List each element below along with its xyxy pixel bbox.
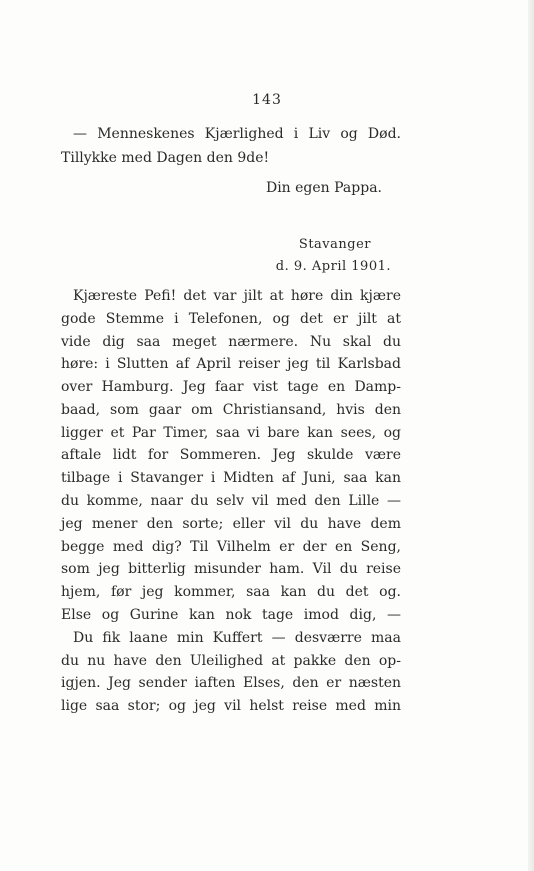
text-line: Du fik laane min Kuffert — desværre maa <box>73 630 401 646</box>
text-line: gode Stemme i Telefonen, og det er jilt at <box>61 311 401 327</box>
text-line: tilbage i Stavanger i Midten af Juni, saa kan <box>61 470 401 486</box>
page-edge <box>528 0 534 871</box>
text-line: jeg mener den sorte; eller vil du have dem <box>61 516 401 532</box>
text-line: hjem, før jeg kommer, saa kan du det og. <box>61 584 401 600</box>
text-line: lige saa stor; og jeg vil helst reise med min <box>61 698 401 714</box>
text-line: Kjæreste Pefi! det var jilt at høre din kjære <box>73 288 401 304</box>
text-line: Else og Gurine kan nok tage imod dig, — <box>61 607 401 623</box>
text-line: høre: i Slutten af April reiser jeg til Karlsbad <box>61 356 401 372</box>
text-line: begge med dig? Til Vilhelm er der en Seng, <box>61 539 401 555</box>
signature: Din egen Pappa. <box>265 180 382 196</box>
letter-place: Stavanger <box>298 237 371 252</box>
text-line: vide dig saa meget nærmere. Nu skal du <box>61 334 401 350</box>
text-line: du komme, naar du selv vil med den Lille — <box>61 493 401 509</box>
text-line: over Hamburg. Jeg faar vist tage en Damp- <box>61 379 401 395</box>
text-line: aftale lidt for Sommeren. Jeg skulde være <box>61 447 401 463</box>
page-number: 143 <box>252 92 282 108</box>
text-line: — Menneskenes Kjærlighed i Liv og Død. <box>73 126 401 142</box>
text-line: Tillykke med Dagen den 9de! <box>61 150 270 166</box>
text-line: som jeg bitterlig misunder ham. Vil du reise <box>61 561 401 577</box>
letter-date: d. 9. April 1901. <box>275 259 391 274</box>
text-line: igjen. Jeg sender iaften Elses, den er næsten <box>61 675 401 691</box>
text-line: baad, som gaar om Christiansand, hvis den <box>61 402 401 418</box>
text-line: ligger et Par Timer, saa vi bare kan sees, og <box>61 425 401 441</box>
text-line: du nu have den Uleilighed at pakke den op- <box>61 653 401 669</box>
